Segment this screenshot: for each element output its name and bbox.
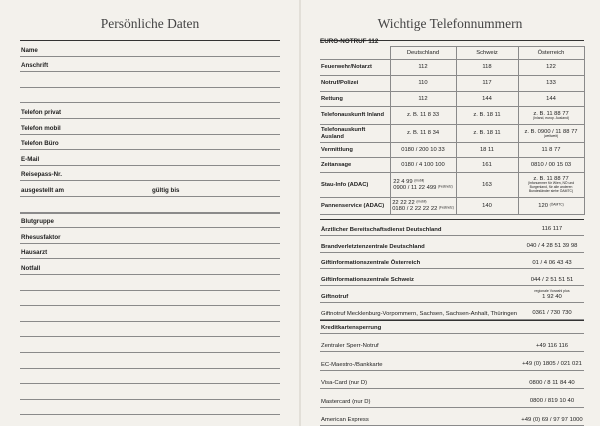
cell-at <box>518 125 584 143</box>
service-label: Giftinformationszentrale Schweiz <box>321 277 414 284</box>
col-deutschland: Deutschland <box>390 47 456 60</box>
field-label: Telefon mobil <box>21 124 61 132</box>
cell-ch: z. B. 18 11 <box>456 107 518 125</box>
cell-de: 112 <box>390 60 456 76</box>
field-row[interactable] <box>20 181 280 197</box>
header-empty <box>320 47 390 60</box>
card-label: American Express <box>321 416 369 423</box>
row-label: Telefonauskunft Inland <box>320 107 390 125</box>
card-section-title <box>320 320 584 334</box>
cell-at: 144 <box>518 92 584 107</box>
table-row <box>320 143 584 158</box>
table-row <box>320 60 584 76</box>
cell-at: 122 <box>518 60 584 76</box>
service-label: Brandverletztenzentrale Deutschland <box>321 243 425 250</box>
col-schweiz: Schweiz <box>456 47 518 60</box>
field-row[interactable] <box>20 244 280 260</box>
service-number: 0361 / 730 730 <box>532 310 572 317</box>
panne-mobil: 22 22 22 <box>392 199 415 206</box>
note: (mobil) <box>414 178 425 183</box>
field-row[interactable] <box>20 228 280 244</box>
note: regionale Vorwahl plus <box>534 288 570 293</box>
cell-ch: 117 <box>456 76 518 92</box>
blank-line[interactable] <box>20 353 280 369</box>
field-row[interactable] <box>20 119 280 135</box>
card-number: 0800 / 8 11 84 40 <box>529 379 575 386</box>
field-label: Blutgruppe <box>21 218 54 226</box>
service-label: Giftinformationszentrale Österreich <box>321 260 421 267</box>
panne-festnetz: 0180 / 2 22 22 22 <box>392 206 438 212</box>
card-title-text: Kreditkartensperrung <box>321 325 382 331</box>
blank-line[interactable] <box>20 275 280 291</box>
card-row <box>320 334 584 352</box>
table-row-stau <box>320 173 584 198</box>
cell-ch: z. B. 18 11 <box>456 125 518 143</box>
card-label: Visa-Card (nur D) <box>321 380 368 387</box>
card-label: EC-Maestro-/Bankkarte <box>321 361 383 368</box>
stau-at-number: z. B. 11 88 77 <box>533 176 569 183</box>
cell-de: 0180 / 200 10 33 <box>390 143 456 158</box>
service-row <box>320 236 584 253</box>
table-row <box>320 158 584 173</box>
service-number: 116 117 <box>541 226 563 233</box>
cell-ch: 163 <box>456 173 518 198</box>
field-row[interactable] <box>20 135 280 151</box>
service-label: Giftnotruf Mecklenburg-Vorpommern, Sachsen, Sachsen-Anhalt, Thüringen <box>321 310 518 317</box>
table-header-row <box>320 47 584 60</box>
table-row <box>320 92 584 107</box>
blank-line[interactable] <box>20 337 280 353</box>
card-number: +49 116 116 <box>535 342 569 349</box>
field-label: ausgestellt am <box>21 186 64 194</box>
cell-at: 133 <box>518 76 584 92</box>
cell-de: 110 <box>390 76 456 92</box>
field-label: E-Mail <box>21 155 40 163</box>
service-row <box>320 269 584 286</box>
gueltig-label: gültig bis <box>152 186 180 194</box>
cell-de <box>390 173 456 198</box>
card-number: 0800 / 819 10 40 <box>529 398 575 405</box>
card-row <box>320 389 584 407</box>
card-row <box>320 352 584 370</box>
note: (ÖAMTC) <box>549 202 564 207</box>
service-number: 044 / 2 51 51 51 <box>530 276 574 283</box>
blank-line[interactable] <box>20 369 280 385</box>
note: (Inland, europ. Ausland) <box>532 115 569 120</box>
field-row[interactable] <box>20 150 280 166</box>
field-label: Anschrift <box>21 62 49 70</box>
cell-de: z. B. 11 8 33 <box>390 107 456 125</box>
card-label: Zentraler Sperr-Notruf <box>321 343 379 350</box>
emergency-table <box>320 46 585 215</box>
table-row <box>320 76 584 92</box>
note: (Festnetz) <box>437 184 453 189</box>
field-row[interactable] <box>20 41 280 57</box>
field-label: Telefon privat <box>21 108 62 116</box>
cell-at: 0810 / 00 15 03 <box>518 158 584 173</box>
table-row-panne <box>320 198 584 215</box>
page-title-personal: Persönliche Daten <box>100 16 200 31</box>
panne-at-number: 120 <box>538 202 548 209</box>
stau-mobil: 22 4 99 <box>393 178 413 185</box>
service-number: 01 / 4 06 43 43 <box>532 259 572 266</box>
card-label: Mastercard (nur D) <box>321 398 371 405</box>
field-row[interactable] <box>20 103 280 119</box>
cell-at <box>518 198 584 215</box>
field-row[interactable] <box>20 57 280 73</box>
card-number: +49 (0) 69 / 97 97 1000 <box>521 416 583 423</box>
col-oesterreich: Österreich <box>518 47 584 60</box>
row-label: Feuerwehr/Notarzt <box>320 60 390 76</box>
blank-line[interactable] <box>20 72 280 88</box>
row-label: Notruf/Polizei <box>320 76 390 92</box>
field-row[interactable] <box>20 213 280 229</box>
blank-line[interactable] <box>20 322 280 338</box>
table-row <box>320 107 584 125</box>
blank-line[interactable] <box>20 88 280 104</box>
row-label: Stau-Info (ADAC) <box>320 173 390 198</box>
note: (weltweit) <box>543 133 559 138</box>
service-number <box>520 290 584 300</box>
cell-at <box>518 173 584 198</box>
page-title-phone: Wichtige Telefonnummern <box>377 16 523 31</box>
blank-line[interactable] <box>20 197 280 213</box>
service-label: Ärztlicher Bereitschaftsdienst Deutschland <box>321 226 442 233</box>
service-value: 1 92 40 <box>542 293 562 300</box>
service-row <box>320 219 584 236</box>
cell-de: 0180 / 4 100 100 <box>390 158 456 173</box>
field-label: Notfall <box>21 264 41 272</box>
blank-line[interactable] <box>20 384 280 400</box>
cell-ch: 144 <box>456 92 518 107</box>
field-label: Name <box>21 46 38 54</box>
card-number: +49 (0) 1805 / 021 021 <box>522 361 582 368</box>
table-row <box>320 125 584 143</box>
field-label: Hausarzt <box>21 249 48 257</box>
cell-de <box>390 198 456 215</box>
note: (Infonummer für Wien, NÖ und Burgenland, für alle anderen Bundesländer siehe ÖAMTC) <box>527 181 575 193</box>
blank-line[interactable] <box>20 291 280 307</box>
cell-de: 112 <box>390 92 456 107</box>
stau-festnetz: 0900 / 11 22 499 <box>393 185 437 191</box>
cell-value: z. B. 0900 / 11 88 77 <box>524 128 578 135</box>
field-row[interactable] <box>20 259 280 275</box>
row-label: Vermittlung <box>320 143 390 158</box>
row-label: Zeitansage <box>320 158 390 173</box>
note: (mobil) <box>416 199 427 204</box>
service-number: 040 / 4 28 51 39 98 <box>526 243 578 250</box>
cell-value: z. B. 11 88 77 <box>533 110 569 117</box>
service-row <box>320 253 584 270</box>
note: (Festnetz) <box>438 205 454 210</box>
field-label: Rhesusfaktor <box>21 233 61 241</box>
cell-ch: 140 <box>456 198 518 215</box>
cell-at <box>518 107 584 125</box>
row-label: Rettung <box>320 92 390 107</box>
row-label: Telefonauskunft Ausland <box>320 125 390 143</box>
blank-line[interactable] <box>20 400 280 416</box>
cell-at: 11 8 77 <box>518 143 584 158</box>
field-row[interactable] <box>20 166 280 182</box>
card-row <box>320 371 584 389</box>
cell-ch: 18 11 <box>456 143 518 158</box>
service-label: Giftnotruf <box>321 293 349 300</box>
service-row <box>320 286 584 303</box>
service-row <box>320 303 584 320</box>
cell-ch: 161 <box>456 158 518 173</box>
card-row <box>320 408 584 426</box>
field-label: Reisepass-Nr. <box>21 171 62 179</box>
blank-line[interactable] <box>20 306 280 322</box>
cell-ch: 118 <box>456 60 518 76</box>
field-label: Telefon Büro <box>21 140 59 148</box>
euro-notruf-label: EURO-NOTRUF 112 <box>320 38 379 45</box>
row-label: Pannenservice (ADAC) <box>320 198 390 215</box>
cell-de: z. B. 11 8 34 <box>390 125 456 143</box>
